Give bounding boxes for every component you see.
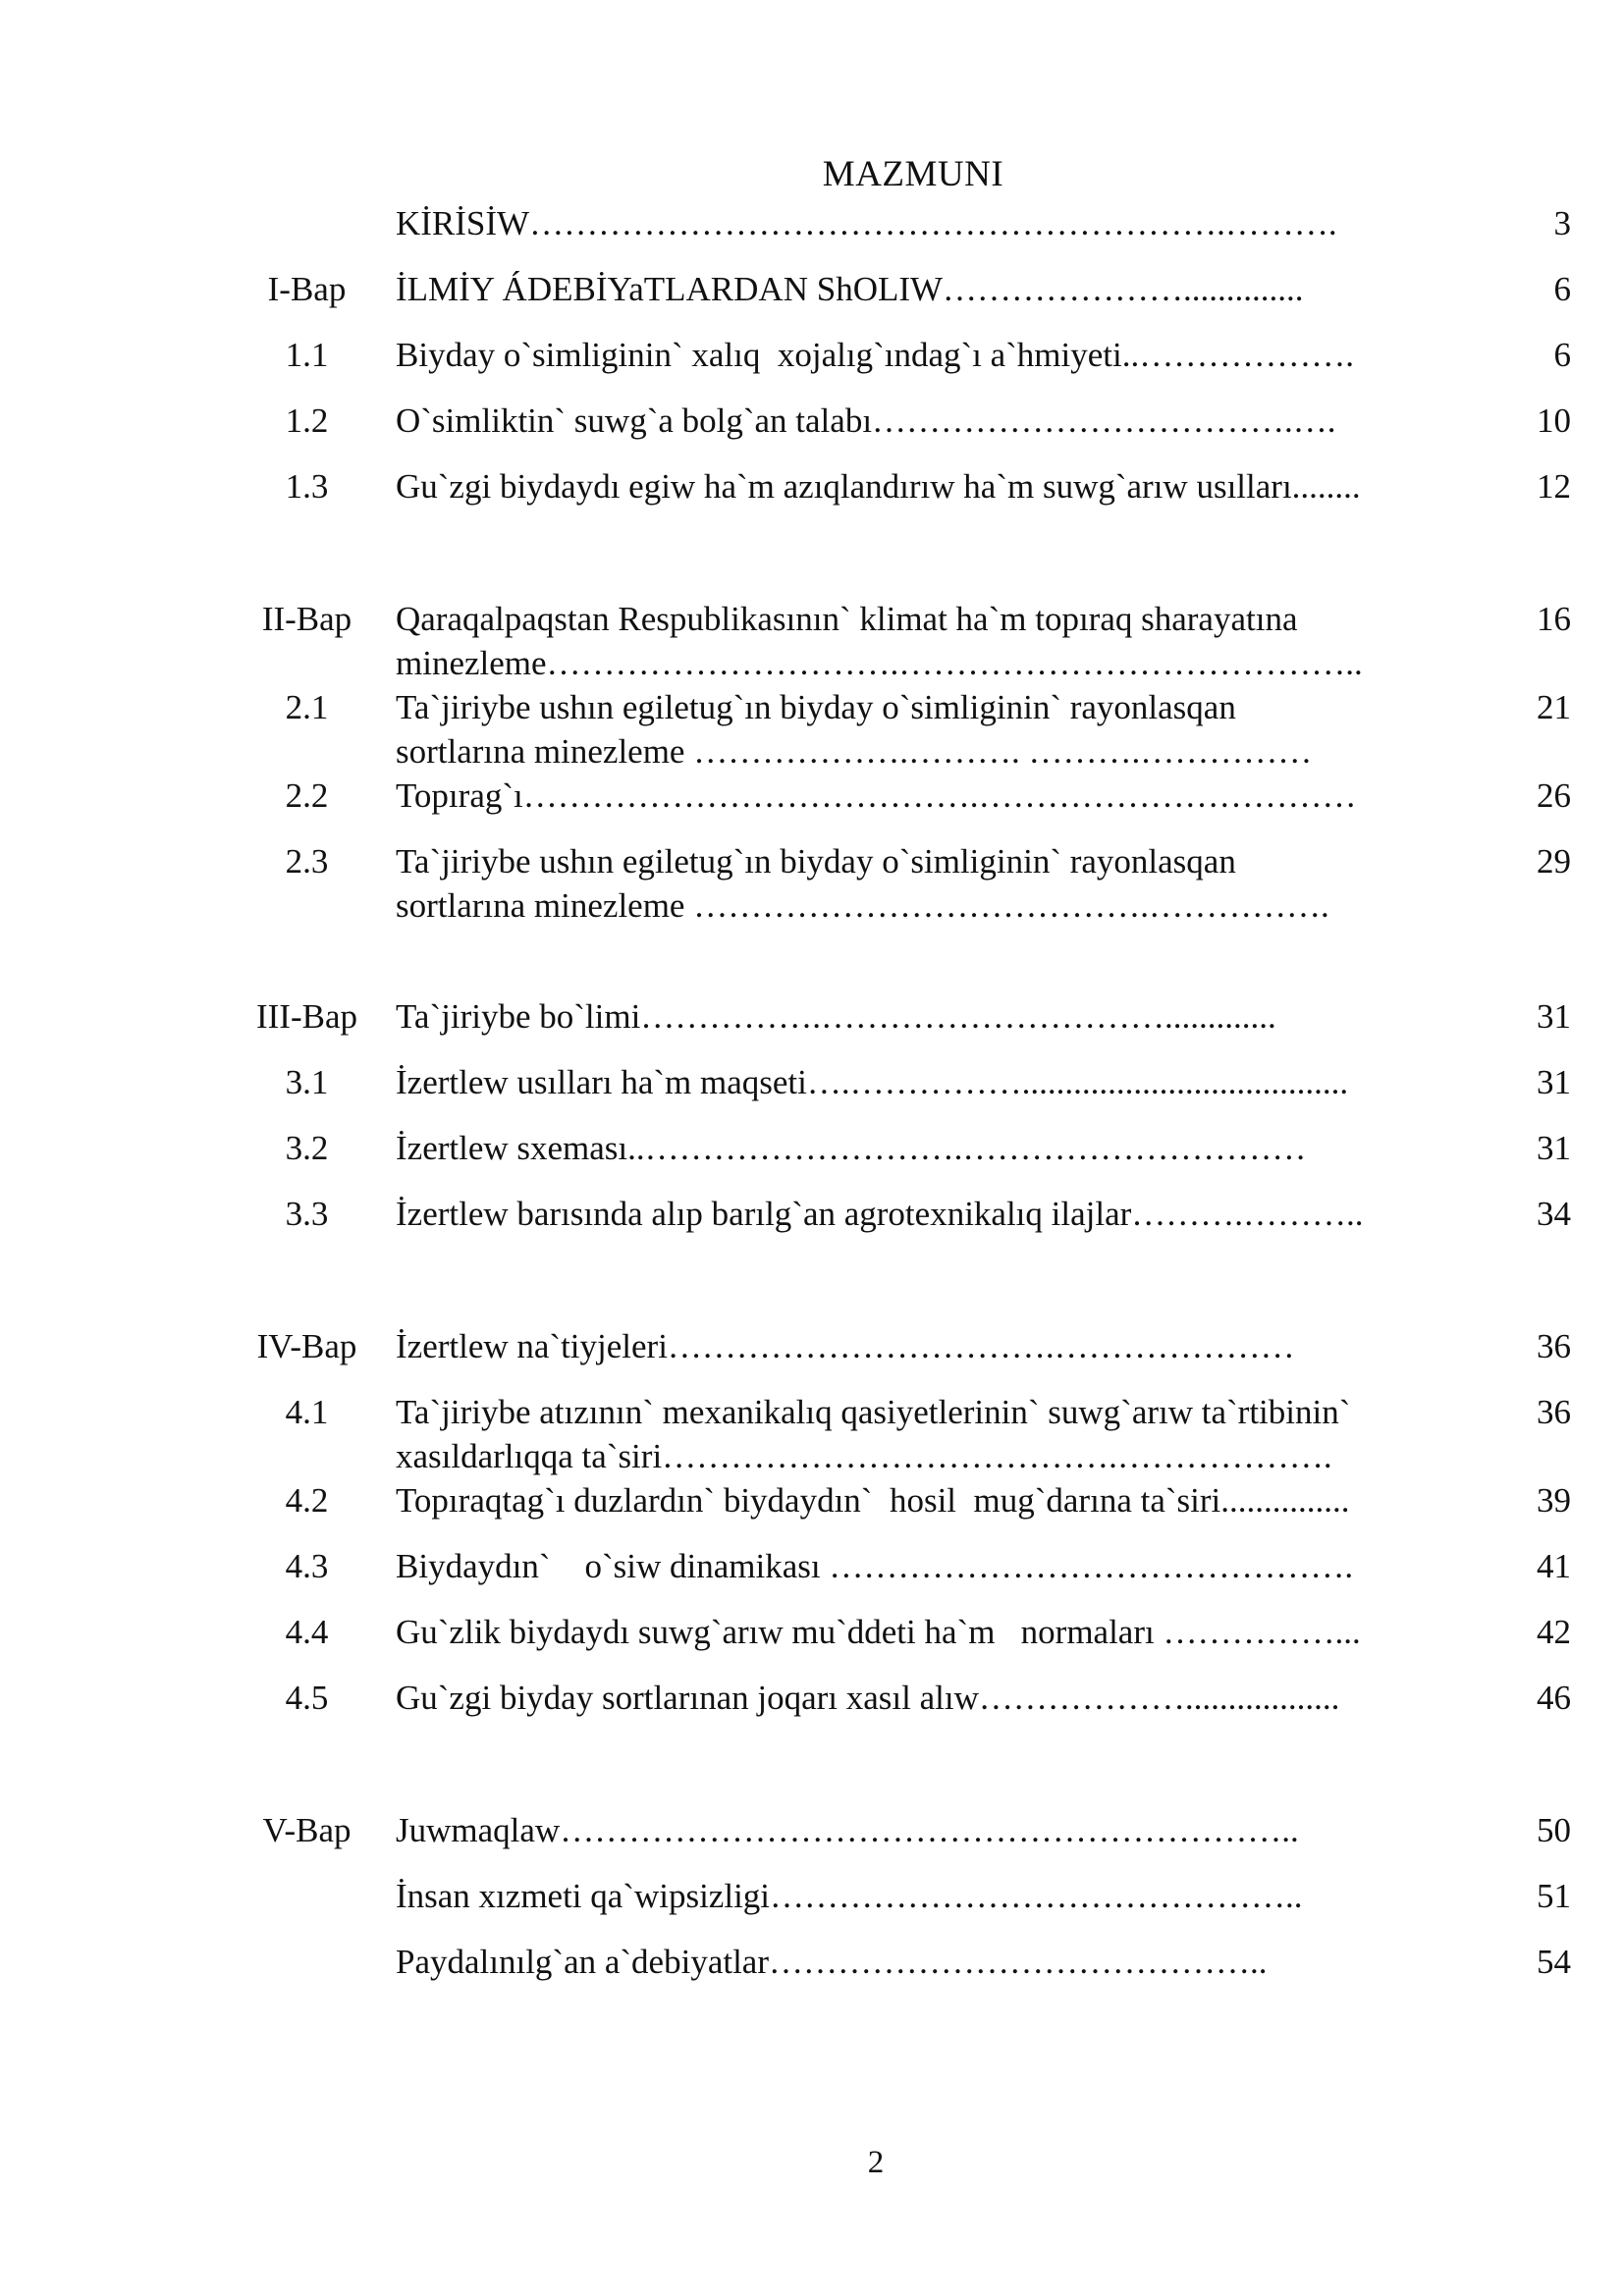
toc-entry-page: 51 (1537, 1877, 1571, 1915)
toc-entry-page: 36 (1537, 1327, 1571, 1365)
toc-entry-page: 42 (1537, 1613, 1571, 1651)
toc-entry-title (396, 839, 1486, 928)
toc-entry-title (396, 597, 1486, 685)
toc-entry-title (396, 1808, 1486, 1852)
toc-entry-title-line: İLMİY ÁDEBİYaTLARDAN ShOLIW………………….............. (396, 270, 1304, 308)
toc-entry-title-line: Qaraqalpaqstan Respublikasının` klimat ha`m topıraq sharayatına (396, 600, 1298, 638)
toc-entry-number: 1.2 (285, 401, 329, 440)
toc-entry-number: 4.3 (285, 1547, 329, 1585)
toc-entry-title-line: sortlarına minezleme ………………………………….……………. (396, 886, 1329, 925)
toc-entry-title-line: Gu`zlik biydaydı suwg`arıw mu`ddeti ha`m normaları ……………... (396, 1613, 1361, 1651)
toc-entry-page: 46 (1537, 1679, 1571, 1717)
toc-entry-number: 4.4 (285, 1613, 329, 1651)
toc-entry-page: 41 (1537, 1547, 1571, 1585)
toc-entry-page: 3 (1553, 204, 1571, 242)
toc-entry-title (396, 1544, 1486, 1588)
toc-entry-number: I-Bap (267, 270, 347, 308)
toc-entry-number: 4.5 (285, 1679, 329, 1717)
toc-entry-page: 31 (1537, 1129, 1571, 1167)
toc-entry-title-line: Ta`jiriybe atızının` mexanikalıq qasiyetlerinin` suwg`arıw ta`rtibinin` (396, 1393, 1351, 1431)
toc-entry-title-line: İzertlew usılları ha`m maqseti….……………...................................... (396, 1063, 1349, 1101)
toc-entry-title (396, 267, 1486, 311)
toc-entry-title-line: İzertlew barısında alıp barılg`an agrotexnikalıq ilajlar……….……….. (396, 1195, 1364, 1233)
toc-entry-title-line: Juwmaqlaw……………………………………………………….. (396, 1811, 1299, 1849)
toc-entry-page: 54 (1537, 1943, 1571, 1981)
toc-entry-page: 34 (1537, 1195, 1571, 1233)
toc-entry-number: 3.3 (285, 1195, 329, 1233)
toc-entry-page: 26 (1537, 776, 1571, 815)
toc-entry-title-line: Ta`jiriybe ushın egiletug`ın biyday o`simliginin` rayonlasqan (396, 842, 1236, 881)
toc-entry-title-line: sortlarına minezleme ……………….………. ……….…………… (396, 732, 1313, 771)
toc-entry-title-line: Biyday o`simliginin` xalıq xojalıg`ındag`ı a`hmiyeti..………………. (396, 336, 1354, 374)
toc-entry-title-line: Biydaydın` o`siw dinamikası ………………………………………. (396, 1547, 1354, 1585)
toc-entry-number: 2.3 (285, 842, 329, 881)
toc-entry-title-line: Topıraqtag`ı duzlardın` biydaydın` hosil mug`darına ta`siri............... (396, 1481, 1350, 1520)
toc-entry-title (396, 1940, 1486, 1984)
toc-entry-title-line: Gu`zgi biyday sortlarınan joqarı xasıl alıw……………….................. (396, 1679, 1340, 1717)
toc-entry-page: 16 (1537, 600, 1571, 638)
toc-entry-title (396, 1060, 1486, 1104)
page-title: MAZMUNI (822, 154, 1004, 194)
toc-entry-title (396, 464, 1486, 508)
toc-entry-title-line: xasıldarlıqqa ta`siri………………………………….………………. (396, 1437, 1332, 1475)
toc-entry-title-line: Ta`jiriybe bo`limi…………….…………………………............. (396, 997, 1276, 1036)
toc-entry-title (396, 774, 1486, 818)
toc-entry-title (396, 1676, 1486, 1720)
toc-entry-title (396, 399, 1486, 443)
toc-entry-page: 29 (1537, 842, 1571, 881)
toc-entry-number: 2.1 (285, 688, 329, 726)
toc-entry-number: 1.1 (285, 336, 329, 374)
toc-entry-title-line: KİRİSİW…………………………………………………….………. (396, 204, 1337, 242)
toc-entry-title (396, 201, 1486, 245)
toc-entry-page: 36 (1537, 1393, 1571, 1431)
toc-entry-title-line: Gu`zgi biydaydı egiw ha`m azıqlandırıw ha`m suwg`arıw usılları........ (396, 467, 1361, 506)
toc-entry-number: 1.3 (285, 467, 329, 506)
toc-entry-number: 3.2 (285, 1129, 329, 1167)
toc-entry-title-line: İzertlew sxeması..……………………….………………………… (396, 1129, 1307, 1167)
toc-entry-title (396, 333, 1486, 377)
toc-entry-number: III-Bap (255, 997, 357, 1036)
toc-entry-title-line: O`simliktin` suwg`a bolg`an talabı……………………………….…. (396, 401, 1336, 440)
toc-entry-page: 50 (1537, 1811, 1571, 1849)
toc-entry-title-line: İzertlew na`tiyjeleri…………………………….………………… (396, 1327, 1295, 1365)
toc-entry-number: II-Bap (261, 600, 352, 638)
toc-entry-title (396, 1478, 1486, 1522)
toc-entry-number: 4.1 (285, 1393, 329, 1431)
toc-entry-number: 4.2 (285, 1481, 329, 1520)
toc-entry-title-line: Topırag`ı………………………………….…………………………… (396, 776, 1357, 815)
toc-entry-title-line: Paydalınılg`an a`debiyatlar…………………………………….. (396, 1943, 1268, 1981)
toc-entry-page: 6 (1553, 336, 1571, 374)
toc-entry-title (396, 1874, 1486, 1918)
toc-entry-title (396, 1126, 1486, 1170)
toc-entry-number: 3.1 (285, 1063, 329, 1101)
toc-entry-title-line: minezleme………………………….………………………………….. (396, 644, 1363, 682)
toc-entry-title-line: Ta`jiriybe ushın egiletug`ın biyday o`simliginin` rayonlasqan (396, 688, 1236, 726)
toc-entry-page: 31 (1537, 997, 1571, 1036)
toc-entry-title (396, 994, 1486, 1039)
toc-entry-page: 21 (1537, 688, 1571, 726)
toc-entry-title (396, 685, 1486, 774)
toc-entry-title (396, 1610, 1486, 1654)
toc-entry-page: 31 (1537, 1063, 1571, 1101)
toc-entry-title (396, 1390, 1486, 1478)
toc-entry-number: IV-Bap (256, 1327, 357, 1365)
toc-entry-title-line: İnsan xızmeti qa`wipsizligi……………………………………….. (396, 1877, 1303, 1915)
toc-entry-page: 39 (1537, 1481, 1571, 1520)
toc-entry-title (396, 1192, 1486, 1236)
toc-entry-number: V-Bap (262, 1811, 352, 1849)
toc-entry-page: 10 (1537, 401, 1571, 440)
page-number: 2 (867, 2145, 885, 2180)
toc-entry-page: 6 (1553, 270, 1571, 308)
toc-entry-page: 12 (1537, 467, 1571, 506)
toc-entry-title (396, 1324, 1486, 1368)
toc-entry-number: 2.2 (285, 776, 329, 815)
